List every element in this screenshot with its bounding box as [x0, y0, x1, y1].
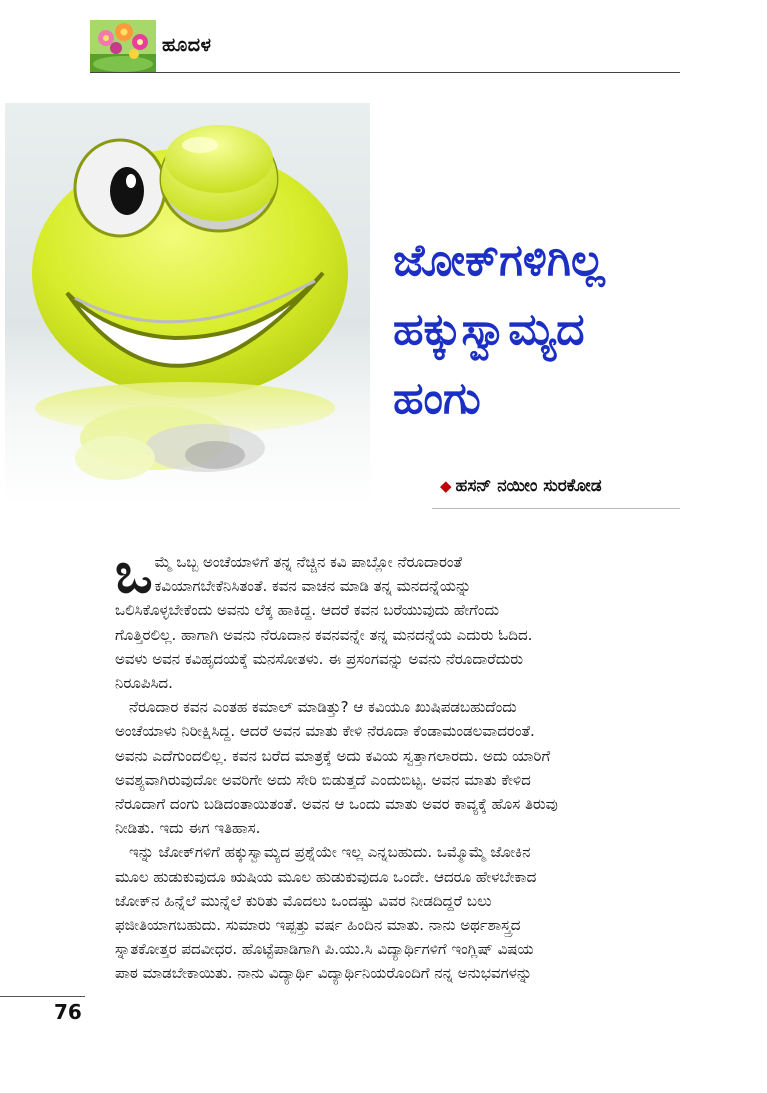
drop-cap: ಒ: [115, 541, 153, 606]
article-body: [115, 541, 675, 986]
header-divider: [90, 72, 680, 73]
author-byline: [440, 476, 602, 496]
text-line: ಅವನು ಎದೆಗುಂದಲಿಲ್ಲ. ಕವನ ಬರೆದ ಮಾತ್ರಕ್ಕೆ ಅದು ಕವಿಯ ಸ್ವತ್ತಾಗಲಾರದು. ಅದು ಯಾರಿಗೆ: [115, 746, 551, 765]
text-line: ನೆರೂದಾರ ಕವನ ಎಂತಹ ಕಮಾಲ್ ಮಾಡಿತ್ತು? ಆ ಕವಿಯೂ ಖುಷಿಪಡಬಹುದೆಂದು: [129, 698, 517, 717]
flower-logo-icon: [90, 20, 156, 72]
text-line: ಒಲಿಸಿಕೊಳ್ಳಬೇಕೆಂದು ಅವನು ಲೆಕ್ಕ ಹಾಕಿದ್ದ. ಆದರೆ ಕವನ ಬರೆಯುವುದು ಹೇಗೆಂದು: [115, 601, 499, 620]
text-line: ನೆರೂದಾಗೆ ದಂಗು ಬಡಿದಂತಾಯಿತಂತೆ. ಅವನ ಆ ಒಂದು ಮಾತು ಅವರ ಕಾವ್ಯಕ್ಕೆ ಹೊಸ ತಿರುವು: [115, 795, 558, 814]
text-line: ಮೂಲ ಹುಡುಕುವುದೂ ಋಷಿಯ ಮೂಲ ಹುಡುಕುವುದೂ ಒಂದೇ. ಆದರೂ ಹೇಳಬೇಕಾದ: [115, 867, 537, 886]
text-line: ಪಾಠ ಮಾಡಬೇಕಾಯಿತು. ನಾನು ವಿದ್ಯಾರ್ಥಿ ವಿದ್ಯಾರ್ಥಿನಿಯರೊಂದಿಗೆ ನನ್ನ ಅನುಭವಗಳನ್ನು: [115, 964, 533, 983]
text-line: ಗೊತ್ತಿರಲಿಲ್ಲ. ಹಾಗಾಗಿ ಅವನು ನೆರೂದಾನ ಕವನವನ್ನೇ ತನ್ನ ಮನದನ್ನೆಯ ಎದುರು ಓದಿದ.: [115, 625, 533, 644]
title-line-1: ಜೋಕ್‌ಗಳಿಗಿಲ್ಲ: [393, 235, 605, 286]
title-line-2: ಹಕ್ಕುಸ್ವಾಮ್ಯದ: [393, 304, 585, 355]
byline-divider: [432, 508, 680, 509]
text-line: ಇನ್ನು ಜೋಕ್‌ಗಳಿಗೆ ಹಕ್ಕುಸ್ವಾಮ್ಯದ ಪ್ರಶ್ನೆಯೇ ಇಲ್ಲ ಎನ್ನಬಹುದು. ಒಮ್ಮೊಮ್ಮೆ ಜೋಕಿನ: [129, 843, 531, 862]
text-line: ಫಜೀತಿಯಾಗಬಹುದು. ಸುಮಾರು ಇಪ್ಪತ್ತು ವರ್ಷ ಹಿಂದಿನ ಮಾತು. ನಾನು ಅರ್ಥಶಾಸ್ತ್ರದ: [115, 916, 521, 935]
text-line: ಅಂಚೆಯಾಳು ನಿರೀಕ್ಷಿಸಿದ್ದ. ಆದರೆ ಅವನ ಮಾತು ಕೇಳಿ ನೆರೂದಾ ಕೆಂಡಾಮಂಡಲವಾದರಂತೆ.: [115, 722, 535, 741]
title-line-3: ಹಂಗು: [393, 373, 481, 424]
text-line: ನೀಡಿತು. ಇದು ಈಗ ಇತಿಹಾಸ.: [115, 819, 261, 838]
page-number: 76: [54, 1000, 82, 1024]
winking-smiley-image: [5, 103, 370, 506]
text-line: ಕವಿಯಾಗಬೇಕೆನಿಸಿತಂತೆ. ಕವನ ವಾಚನ ಮಾಡಿ ತನ್ನ ಮನದನ್ನೆಯನ್ನು: [154, 577, 472, 596]
magazine-title: ಹೂದಳ: [162, 34, 212, 56]
text-line: ಜೋಕ್‌ನ ಹಿನ್ನೆಲೆ ಮುನ್ನೆಲೆ ಕುರಿತು ಮೊದಲು ಒಂದಷ್ಟು ವಿವರ ನೀಡದಿದ್ದರೆ ಬಲು: [115, 891, 492, 910]
paragraph-3: [115, 840, 675, 985]
paragraph-1: [115, 541, 675, 695]
text-line: ಸ್ನಾತಕೋತ್ತರ ಪದವೀಧರ. ಹೊಟ್ಟೆಪಾಡಿಗಾಗಿ ಪಿ.ಯು.ಸಿ ವಿದ್ಯಾರ್ಥಿಗಳಿಗೆ ಇಂಗ್ಲಿಷ್ ವಿಷಯ: [115, 940, 534, 959]
article-title: [393, 226, 683, 433]
text-line: ಮ್ಮೆ ಒಬ್ಬ ಅಂಚೆಯಾಳಿಗೆ ತನ್ನ ನೆಚ್ಚಿನ ಕವಿ ಪಾಬ್ಲೋ ನೆರೂದಾರಂತೆ: [154, 553, 463, 571]
diamond-bullet-icon: ◆: [440, 477, 452, 495]
page-number-divider: [0, 996, 85, 997]
text-line: ನಿರೂಪಿಸಿದ.: [115, 674, 173, 693]
text-line: ಅವಳು ಅವನ ಕವಿಹೃದಯಕ್ಕೆ ಮನಸೋತಳು. ಈ ಪ್ರಸಂಗವನ್ನು ಅವನು ನೆರೂದಾರೆದುರು: [115, 649, 524, 668]
paragraph-2: [115, 695, 675, 840]
author-name: ಹಸನ್ ನಯೀಂ ಸುರಕೋಡ: [455, 476, 602, 496]
text-line: ಅವಶ್ಯವಾಗಿರುವುದೋ ಅವರಿಗೇ ಅದು ಸೇರಿ ಬಿಡುತ್ತದೆ ಎಂದುಬಿಟ್ಟ. ಅವನ ಮಾತು ಕೇಳಿದ: [115, 770, 531, 789]
